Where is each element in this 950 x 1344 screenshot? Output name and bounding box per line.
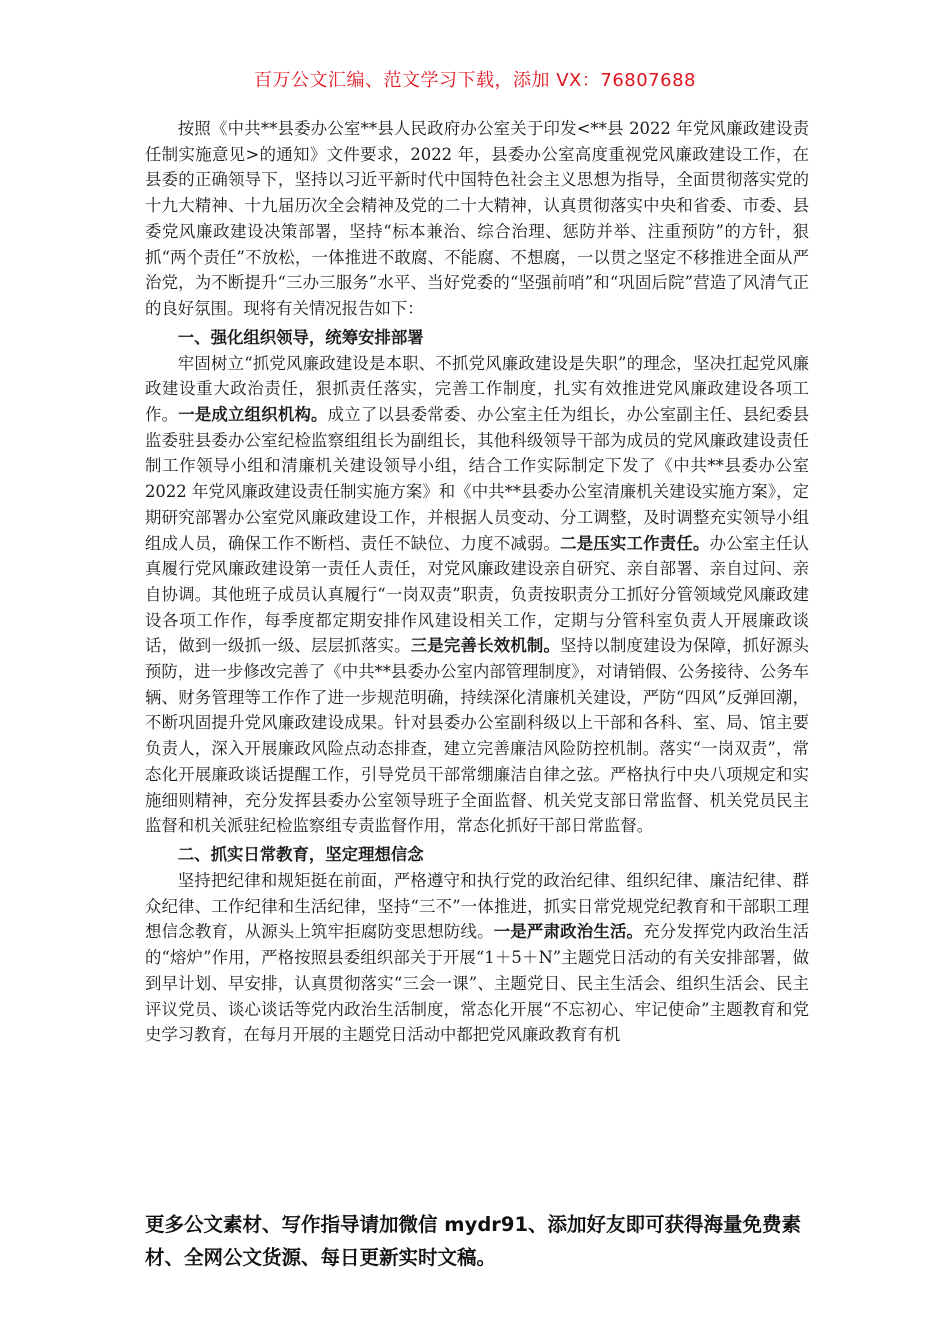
section-2-paragraph — [145, 868, 809, 1048]
promo-footer: 更多公文素材、写作指导请加微信 mydr91、添加好友即可获得海量免费素材、全网公文货源、每日更新实时文稿。 — [145, 1213, 802, 1269]
section-1-text-a: 牢固树立“抓党风廉政建设是本职、不抓党风廉政建设是失职”的理念，坚决扛起党风廉政建设重大政治责任，狠抓责任落实，完善工作制度，扎实有效推进党风廉政建设各项工作。 — [145, 353, 809, 425]
section-1-text-c: 办公室主任认真履行党风廉政建设第一责任人责任，对党风廉政建设亲自研究、亲自部署、亲自过问、亲自协调。其他班子成员认真履行“一岗双责”职责，负责按职责分工抓好分管领域党风廉政建设各项工作作，每季度都定期安排作风建设相关工作，定期与分管科室负责人开展廉政谈话，做到一级抓一级、层层抓落实。 — [145, 533, 810, 656]
section-1-text-d: 坚持以制度建设为保障，抓好源头预防，进一步修改完善了《中共**县委办公室内部管理制度》，对请销假、公务接待、公务车辆、财务管理等工作作了进一步规范明确，持续深化清廉机关建设，严防“四风”反弹回潮，不断巩固提升党风廉政建设成果。针对县委办公室副科级以上干部和各科、室、局、馆主要负责人，深入开展廉政风险点动态排查，建立完善廉洁风险防控机制。落实“一岗双责”，常态化开展廉政谈话提醒工作，引导党员干部常绷廉洁自律之弦。严格执行中央八项规定和实施细则精神，充分发挥县委办公室领导班子全面监督、机关党支部日常监督、机关党员民主监督和机关派驻纪检监察组专责监督作用，常态化抓好干部日常监督。 — [145, 636, 810, 836]
document-body — [145, 116, 809, 1048]
section-1-point-3: 三是完善长效机制。 — [410, 636, 561, 656]
intro-paragraph: 按照《中共**县委办公室**县人民政府办公室关于印发<**县 2022 年党风廉政建设责任制实施意见>的通知》文件要求，2022 年，县委办公室高度重视党风廉政建设工作，在县委的正确领导下，坚持以习近平新时代中国特色社会主义思想为指导，全面贯彻落实党的十九大精神、十九届历次全会精神及党的二十大精神，认真贯彻落实中央和省委、市委、县委党风廉政建设决策部署，坚持“标本兼治、综合治理、惩防并举、注重预防”的方针，狠抓“两个责任”不放松，一体推进不敢腐、不能腐、不想腐，一以贯之坚定不移推进全面从严治党，为不断提升“三办三服务”水平、当好党委的“坚强前哨”和“巩固后院”营造了风清气正的良好氛围。现将有关情况报告如下： — [145, 119, 809, 318]
section-1-heading: 一、强化组织领导，统筹安排部署 — [177, 327, 424, 347]
section-1-point-1: 一是成立组织机构。 — [178, 405, 328, 425]
promo-header: 百万公文汇编、范文学习下载，添加 VX：76807688 — [254, 70, 696, 91]
section-2-heading: 二、抓实日常教育，坚定理想信念 — [177, 844, 424, 864]
section-2-text-b: 充分发挥党内政治生活的“熔炉”作用，严格按照县委组织部关于开展“1＋5＋N”主题党日活动的有关安排部署，做到早计划、早安排，认真贯彻落实“三会一课”、主题党日、民主生活会、组织生活会、民主评议党员、谈心谈话等党内政治生活制度，常态化开展“不忘初心、牢记使命”主题教育和党史学习教育，在每月开展的主题党日活动中都把党风廉政教育有机 — [145, 922, 810, 1045]
section-1-text-b: 成立了以县委常委、办公室主任为组长，办公室副主任、县纪委县监委驻县委办公室纪检监察组组长为副组长，其他科级领导干部为成员的党风廉政建设责任制工作领导小组和清廉机关建设领导小组，结合工作实际制定下发了《中共**县委办公室 2022 年党风廉政建设责任制实施方案》和《中共**县委办公室清廉机关建设实施方案》，定期研究部署办公室党风廉政建设工作，并根据人员变动、分工调整，及时调整充实领导小组组成人员，确保工作不断档、责任不缺位、力度不减弱。 — [145, 405, 810, 553]
section-1-point-2: 二是压实工作责任。 — [560, 533, 710, 553]
section-1-paragraph — [145, 351, 809, 839]
section-2-text-a: 坚持把纪律和规矩挺在前面，严格遵守和执行党的政治纪律、组织纪律、廉洁纪律、群众纪律、工作纪律和生活纪律，坚持“三不”一体推进，抓实日常党规党纪教育和干部职工理想信念教育，从源头上筑牢拒腐防变思想防线。 — [145, 870, 809, 942]
section-2-point-1: 一是严肃政治生活。 — [493, 922, 644, 942]
